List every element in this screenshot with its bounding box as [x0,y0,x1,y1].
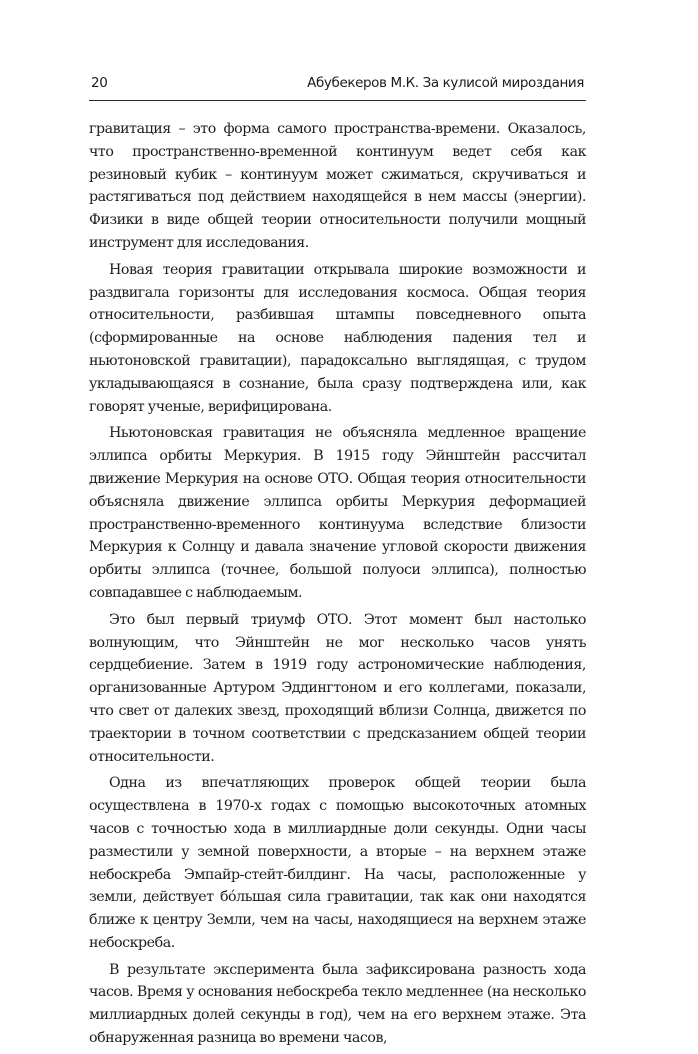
paragraph-6: В результате эксперимента была зафиксирована разность хода часов. Время у основания небоскреба текло медленнее (на несколько миллиардных долей секунды в год), чем на его верхнем этаже. Эта обнаруженная разница во времени часов, [89,961,586,1047]
paragraph-2: Новая теория гравитации открывала широкие возможности и раздвигала горизонты для исследования космоса. Общая теория относительности, разбившая штампы повседневного опыта (сформированные на основе наблюдения падения тел и ньютоновской гравитации), парадоксально выглядящая, с трудом укладывающаяся в сознание, была сразу подтверждена или, как говорят ученые, верифицирована. [89,261,586,415]
paragraph-5: Одна из впечатляющих проверок общей теории была осуществлена в 1970-х годах с помощью высокоточных атомных часов с точностью хода в миллиардные доли секунды. Одни часы разместили у земной поверхности, а вторые – на верхнем этаже небоскреба Эмпайр-стейт-билдинг. На часы, расположенные у земли, действует бóльшая сила гравитации, так как они находятся ближе к центру Земли, чем на часы, находящиеся на верхнем этаже небоскреба. [89,775,586,951]
body-text [89,118,586,1054]
page-number: 20 [91,75,108,91]
paragraph-3: Ньютоновская гравитация не объясняла медленное вращение эллипса орбиты Меркурия. В 1915 году Эйнштейн рассчитал движение Меркурия на основе ОТО. Общая теория относительности объясняла движение эллипса орбиты Меркурия деформацией пространственно-временного континуума вследствие близости Меркурия к Солнцу и давала значение угловой скорости движения орбиты эллипса (точнее, большой полуоси эллипса), полностью совпадавшее с наблюдаемым. [89,425,586,601]
running-header [89,70,586,101]
book-page [89,0,586,1047]
running-title: Абубекеров М.К. За кулисой мироздания [307,75,584,91]
paragraph-1: гравитация – это форма самого пространства-времени. Оказалось, что пространственно-временной континуум ведет себя как резиновый кубик – континуум может сжиматься, скручиваться и растягиваться под действием находящейся в нем массы (энергии). Физики в виде общей теории относительности получили мощный инструмент для исследования. [89,121,586,251]
paragraph-4: Это был первый триумф ОТО. Этот момент был настолько волнующим, что Эйнштейн не мог несколько часов унять сердцебиение. Затем в 1919 году астрономические наблюдения, организованные Артуром Эддингтоном и его коллегами, показали, что свет от далеких звезд, проходящий вблизи Солнца, движется по траектории в точном соответствии с предсказанием общей теории относительности. [89,611,586,765]
